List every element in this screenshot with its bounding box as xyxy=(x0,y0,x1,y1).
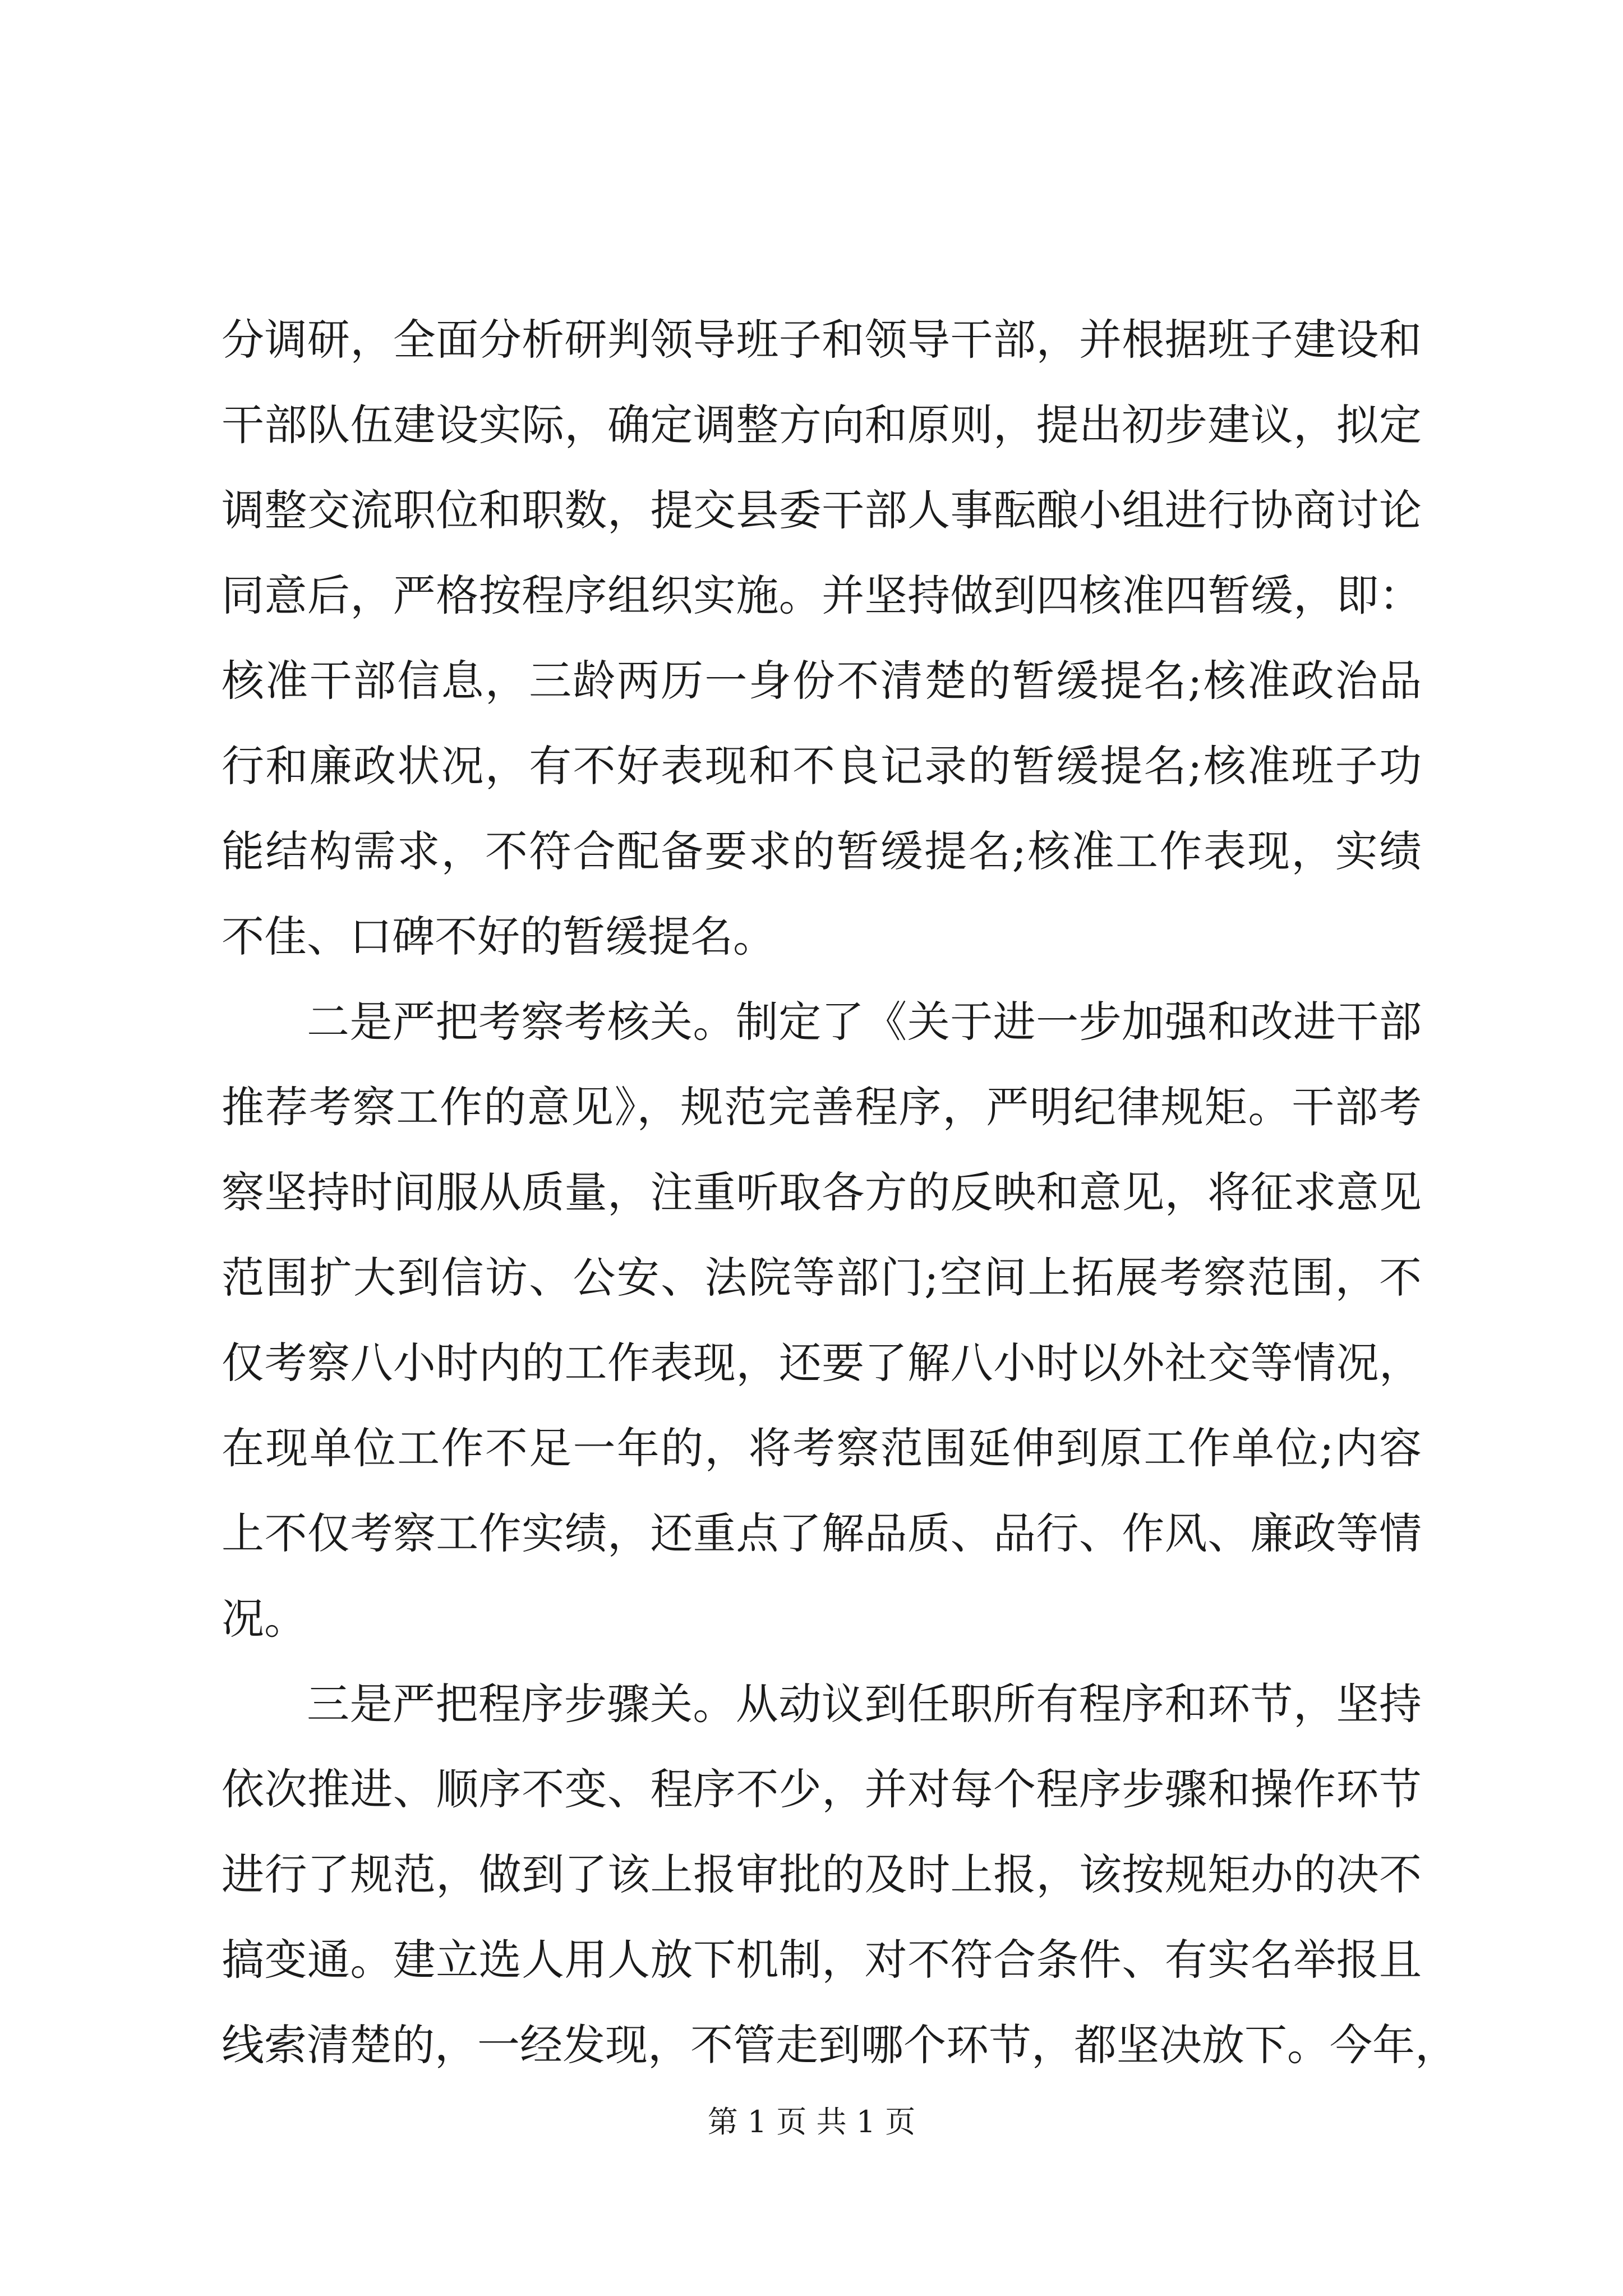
paragraph-first-line: 三是严把程序步骤关。从动议到任职所有程序和环节，坚持 xyxy=(307,1679,1422,1729)
text-line: 进行了规范，做到了该上报审批的及时上报，该按规矩办的决不 xyxy=(222,1849,1422,1899)
text-line: 分调研，全面分析研判领导班子和领导干部，并根据班子建设和 xyxy=(222,315,1422,365)
text-line: 不佳、口碑不好的暂缓提名。 xyxy=(222,912,776,961)
text-line: 范围扩大到信访、公安、法院等部门;空间上拓展考察范围，不 xyxy=(222,1253,1422,1303)
text-line: 核准干部信息，三龄两历一身份不清楚的暂缓提名;核准政治品 xyxy=(222,656,1422,706)
text-line: 能结构需求，不符合配备要求的暂缓提名;核准工作表现，实绩 xyxy=(222,826,1422,876)
text-line: 推荐考察工作的意见》，规范完善程序，严明纪律规矩。干部考 xyxy=(222,1082,1422,1132)
text-line: 察坚持时间服从质量，注重听取各方的反映和意见，将征求意见 xyxy=(222,1167,1422,1217)
page-number-label: 第 1 页 共 1 页 xyxy=(707,2104,916,2139)
page-footer xyxy=(0,2098,1623,2141)
text-line: 在现单位工作不足一年的，将考察范围延伸到原工作单位;内容 xyxy=(222,1423,1422,1473)
text-line: 上不仅考察工作实绩，还重点了解品质、品行、作风、廉政等情 xyxy=(222,1508,1422,1558)
text-line: 依次推进、顺序不变、程序不少，并对每个程序步骤和操作环节 xyxy=(222,1764,1422,1814)
text-line: 搞变通。建立选人用人放下机制，对不符合条件、有实名举报且 xyxy=(222,1935,1422,1985)
text-line: 干部队伍建设实际，确定调整方向和原则，提出初步建议，拟定 xyxy=(222,400,1422,450)
text-line: 况。 xyxy=(222,1594,307,1644)
text-line: 线索清楚的，一经发现，不管走到哪个环节，都坚决放下。今年， xyxy=(222,2020,1458,2070)
document-body xyxy=(222,297,1458,2088)
text-line: 行和廉政状况，有不好表现和不良记录的暂缓提名;核准班子功 xyxy=(222,741,1422,791)
text-line: 调整交流职位和职数，提交县委干部人事酝酿小组进行协商讨论 xyxy=(222,485,1422,535)
paragraph-first-line: 二是严把考察考核关。制定了《关于进一步加强和改进干部 xyxy=(307,997,1422,1047)
text-line: 同意后，严格按程序组织实施。并坚持做到四核准四暂缓，即： xyxy=(222,570,1422,620)
text-line: 仅考察八小时内的工作表现，还要了解八小时以外社交等情况， xyxy=(222,1338,1422,1388)
